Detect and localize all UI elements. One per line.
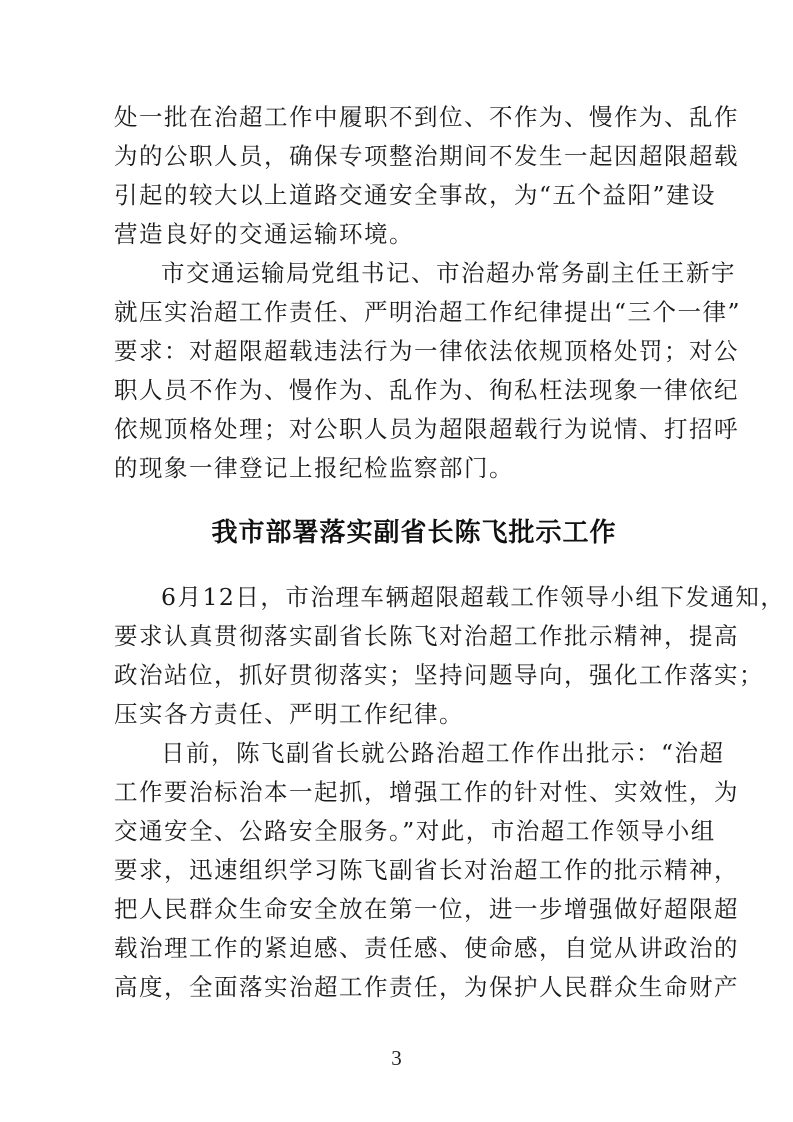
text-line: 载治理工作的紧迫感、责任感、使命感，自觉从讲政治的 (114, 934, 739, 962)
text-line: 高度，全面落实治超工作责任，为保护人民群众生命财产 (114, 973, 739, 1001)
paragraph-3 (114, 578, 786, 734)
text-line: 处一批在治超工作中履职不到位、不作为、慢作为、乱作 (114, 103, 739, 131)
paragraph-1 (114, 98, 739, 254)
text-line: 6月12日，市治理车辆超限超载工作领导小组下发通知， (161, 583, 786, 611)
section-heading: 我市部署落实副省长陈飞批示工作 (211, 518, 617, 548)
text-line: 职人员不作为、慢作为、乱作为、徇私枉法现象一律依纪 (114, 376, 739, 404)
text-line: 的现象一律登记上报纪检监察部门。 (114, 454, 514, 482)
text-line: 要求，迅速组织学习陈飞副省长对治超工作的批示精神， (114, 856, 739, 884)
text-line: 要求认真贯彻落实副省长陈飞对治超工作批示精神，提高 (114, 622, 739, 650)
page-number: 3 (391, 1046, 402, 1070)
text-line: 市交通运输局党组书记、市治超办常务副主任王新宇 (161, 259, 736, 287)
text-line: 日前，陈飞副省长就公路治超工作作出批示：“治超 (161, 739, 725, 767)
text-line: 把人民群众生命安全放在第一位，进一步增强做好超限超 (114, 895, 739, 923)
text-line: 营造良好的交通运输环境。 (114, 220, 414, 248)
paragraph-4 (114, 734, 739, 1007)
text-line: 依规顶格处理；对公职人员为超限超载行为说情、打招呼 (114, 415, 739, 443)
text-line: 就压实治超工作责任、严明治超工作纪律提出“三个一律” (114, 298, 742, 326)
text-line: 为的公职人员，确保专项整治期间不发生一起因超限超载 (114, 142, 739, 170)
paragraph-2 (114, 254, 742, 488)
text-line: 政治站位，抓好贯彻落实；坚持问题导向，强化工作落实； (114, 661, 764, 689)
text-line: 交通安全、公路安全服务。”对此，市治超工作领导小组 (114, 817, 716, 845)
text-line: 要求：对超限超载违法行为一律依法依规顶格处罚；对公 (114, 337, 739, 365)
text-line: 工作要治标治本一起抓，增强工作的针对性、实效性，为 (114, 778, 739, 806)
page-content (114, 98, 786, 1007)
text-line: 压实各方责任、严明工作纪律。 (114, 700, 464, 728)
text-line: 引起的较大以上道路交通安全事故，为“五个益阳”建设 (114, 181, 717, 209)
